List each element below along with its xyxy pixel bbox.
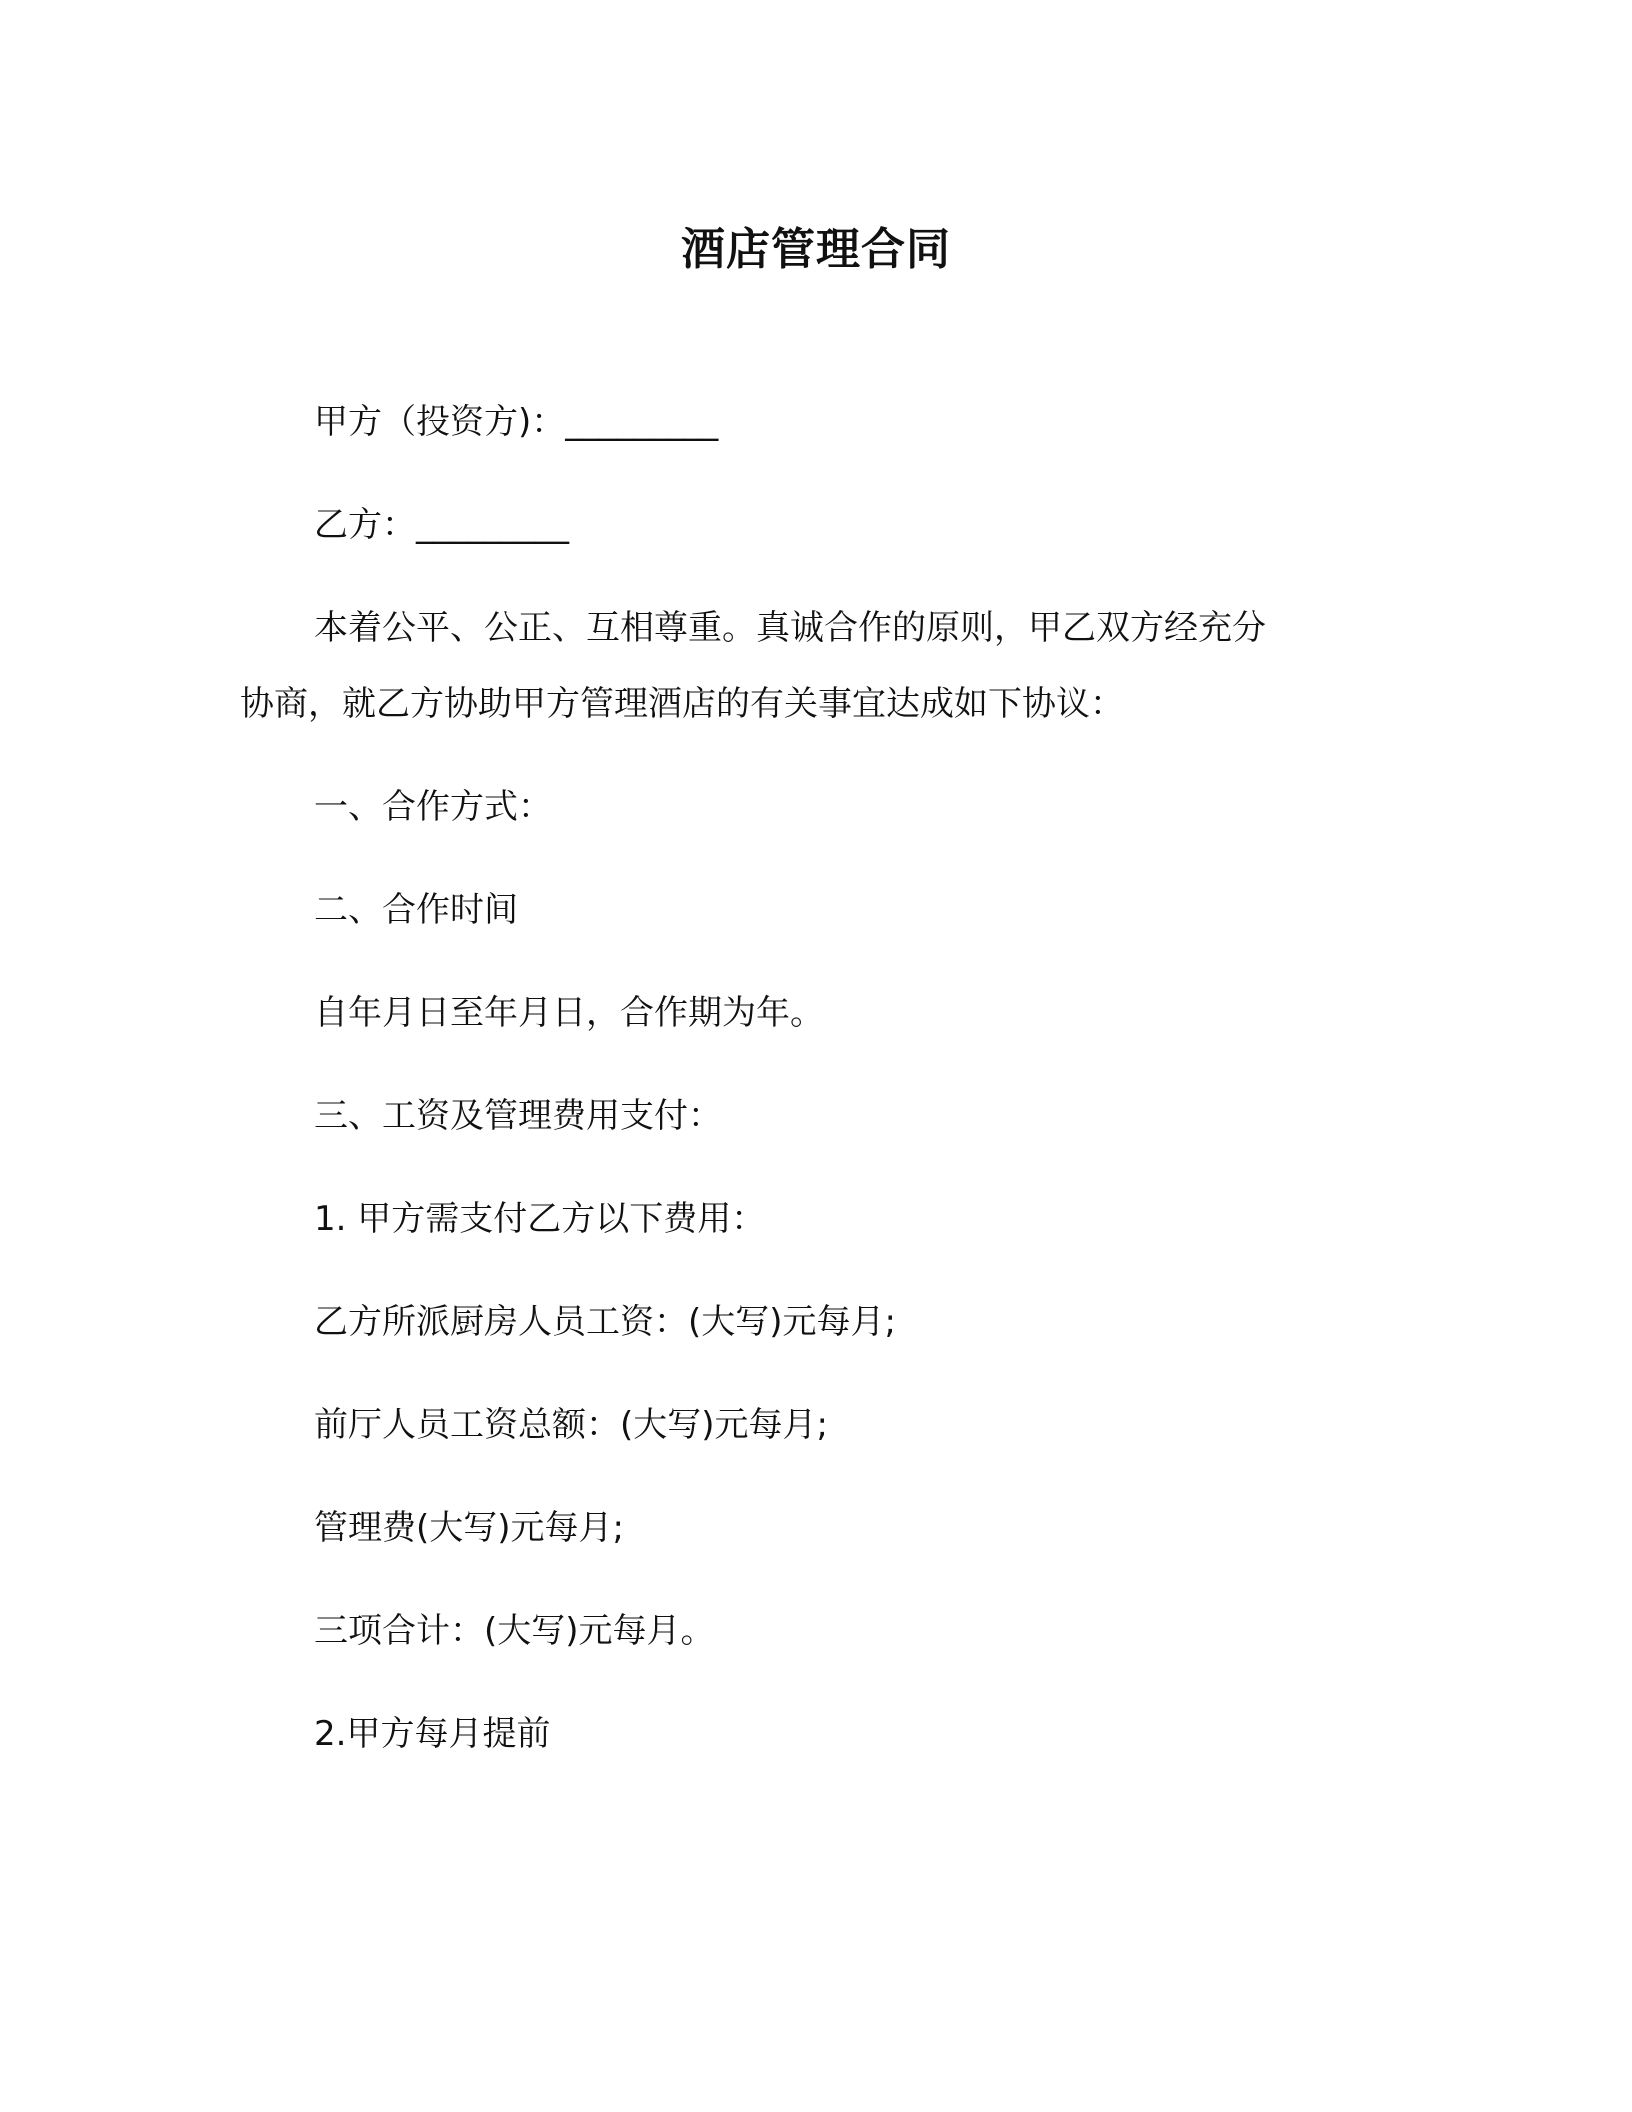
- fee-kitchen: 乙方所派厨房人员工资：(大写)元每月;: [314, 1302, 896, 1342]
- document-title: 酒店管理合同: [681, 224, 951, 275]
- section-2-text: 自年月日至年月日，合作期为年。: [314, 993, 824, 1033]
- party-b-line: 乙方：_________: [314, 505, 569, 545]
- fee-front-desk: 前厅人员工资总额：(大写)元每月;: [314, 1405, 828, 1445]
- section-2-heading: 二、合作时间: [314, 890, 518, 930]
- fee-management: 管理费(大写)元每月;: [314, 1508, 624, 1548]
- section-1-heading: 一、合作方式：: [314, 787, 552, 827]
- item-1: 1. 甲方需支付乙方以下费用：: [314, 1199, 766, 1239]
- fee-total: 三项合计：(大写)元每月。: [314, 1611, 715, 1651]
- preamble-line-1: 本着公平、公正、互相尊重。真诚合作的原则，甲乙双方经充分: [314, 608, 1266, 648]
- section-3-heading: 三、工资及管理费用支付：: [314, 1096, 722, 1136]
- preamble-line-2: 协商，就乙方协助甲方管理酒店的有关事宜达成如下协议：: [240, 684, 1124, 724]
- party-a-line: 甲方（投资方)：_________: [314, 402, 719, 442]
- item-2: 2.甲方每月提前: [314, 1714, 551, 1754]
